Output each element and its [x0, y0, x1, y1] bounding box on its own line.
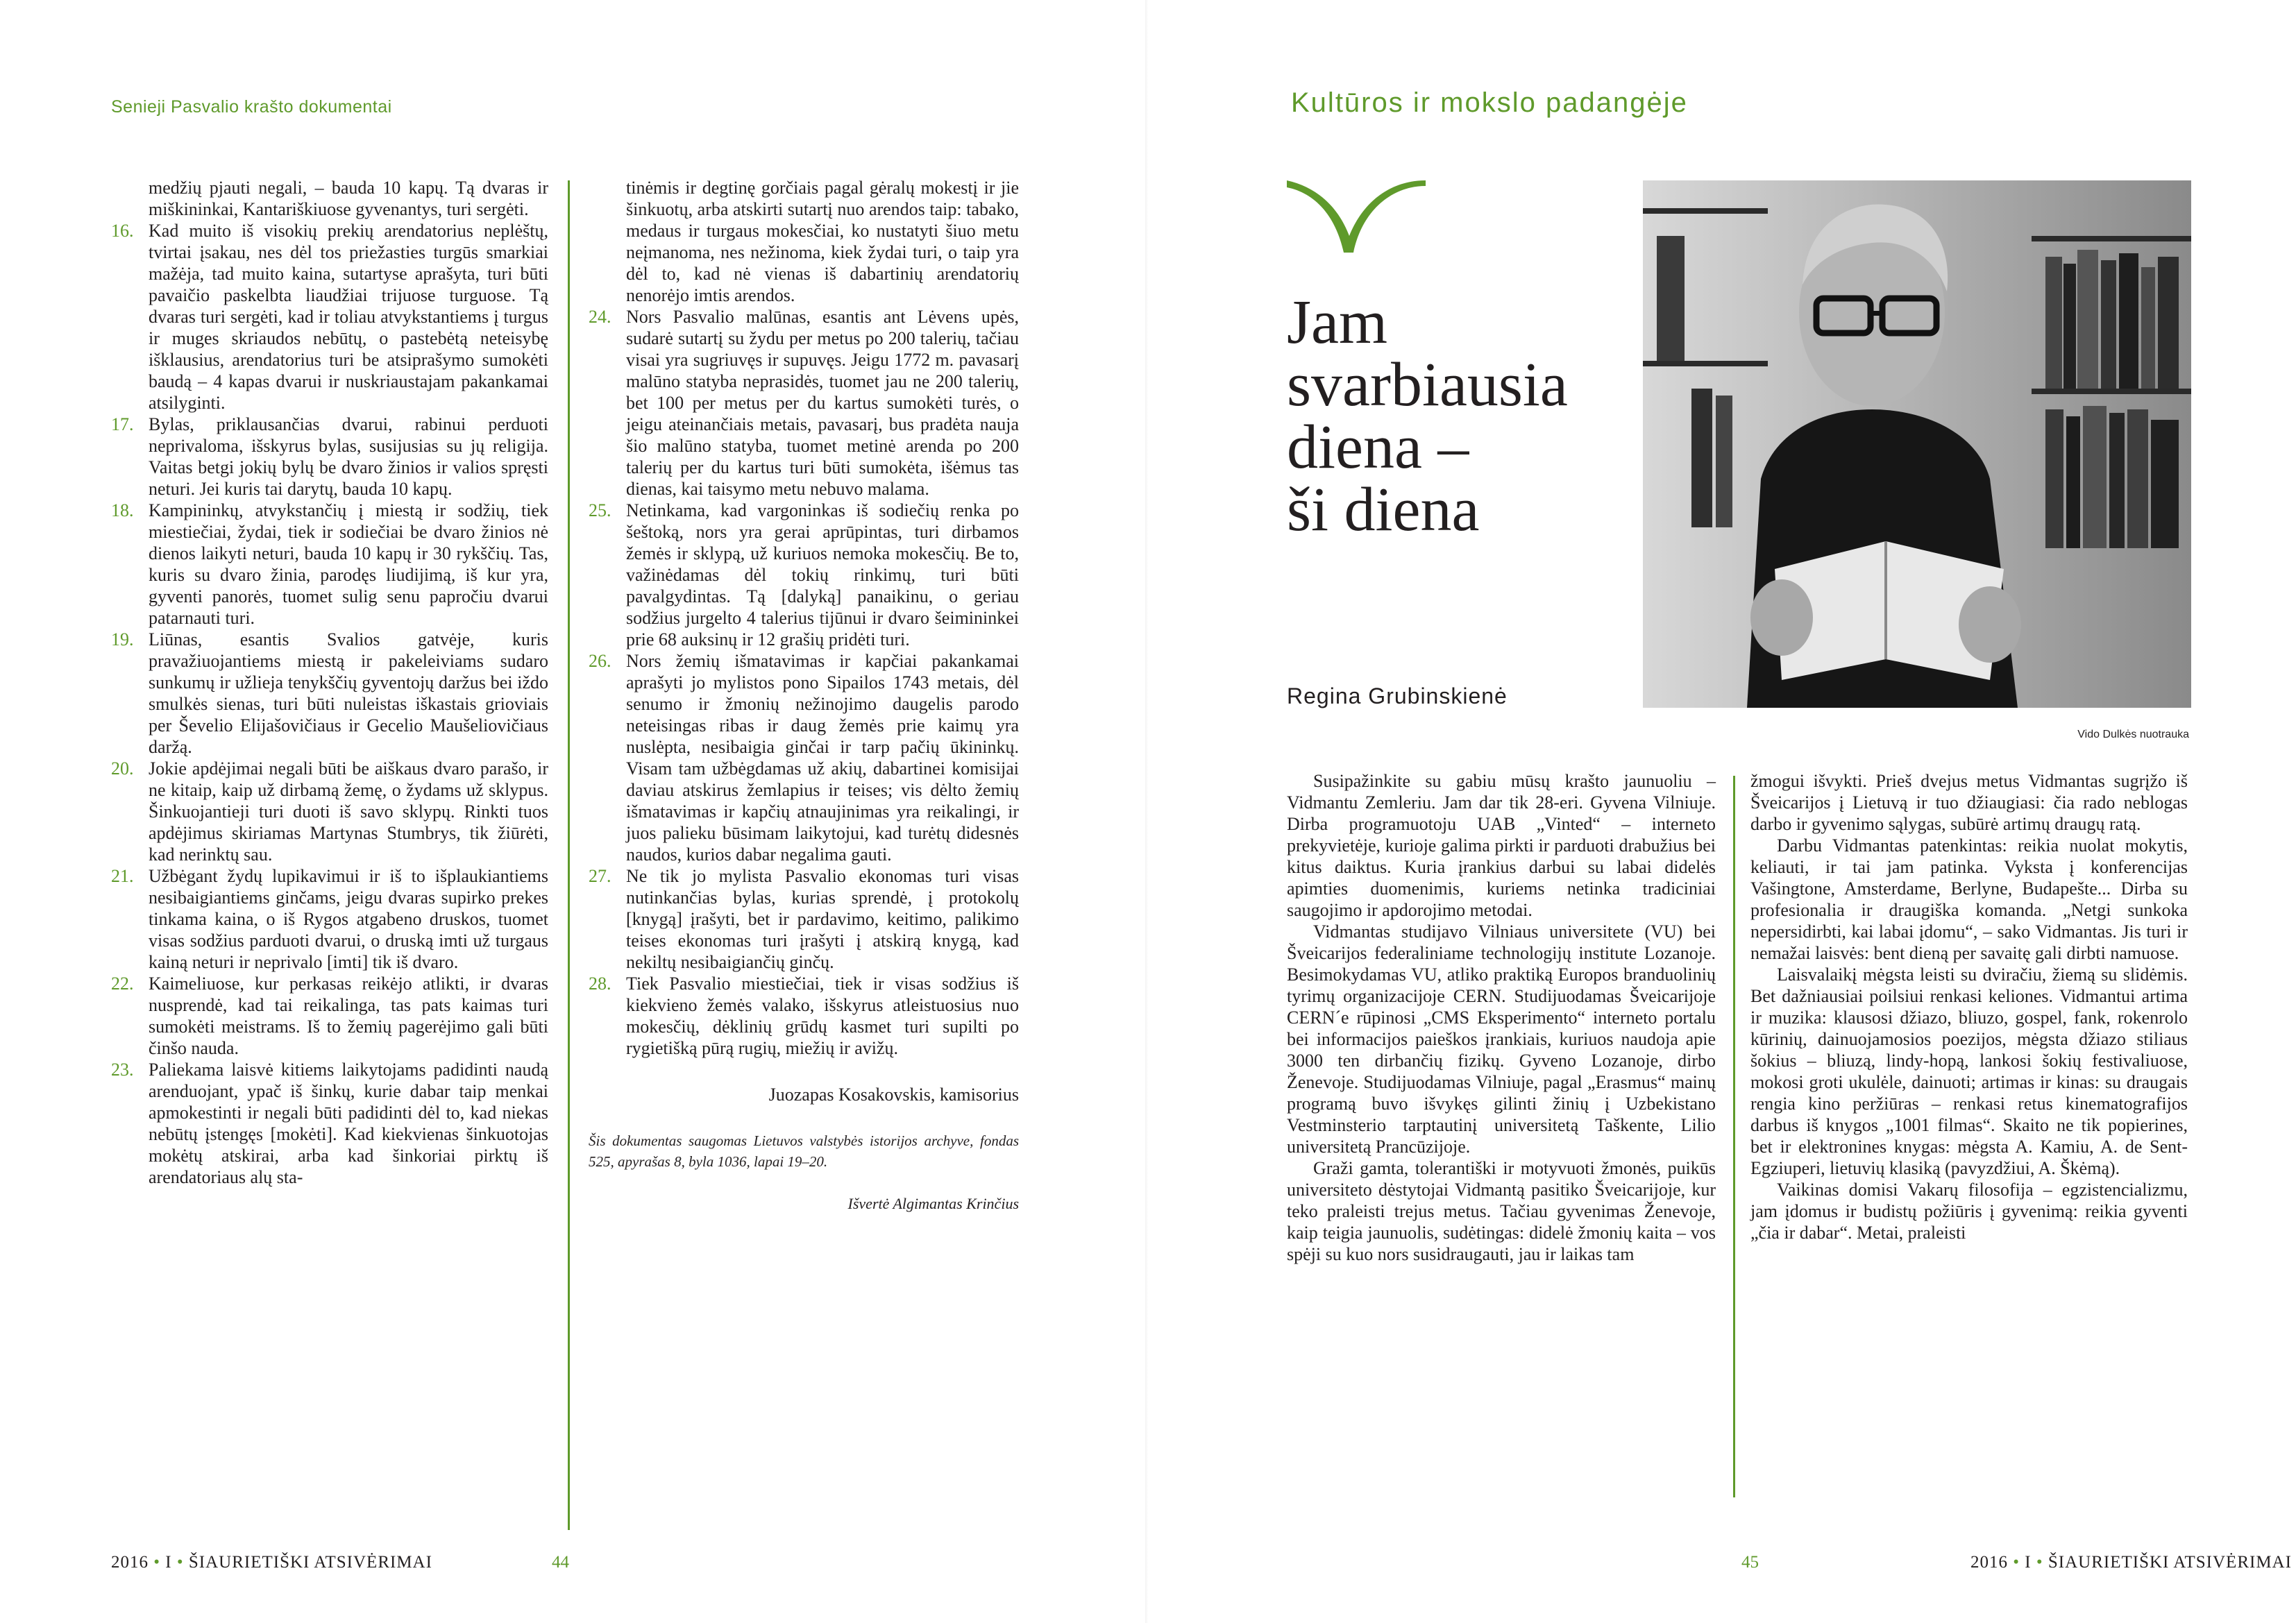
signature: Juozapas Kosakovskis, kamisorius	[768, 1085, 1019, 1105]
item-number: 18.	[111, 500, 134, 520]
footer	[111, 1553, 432, 1572]
left-column-2	[589, 177, 1019, 1214]
paragraph: Vidmantas studijavo Vilniaus universitete (VU) bei Šveicarijos federaliniame technologijų institute Lozanoje. Besimokydamas VU, atliko praktiką Europos branduolinių tyrimų organizacijoje CERN. Studijuodamas Šveicarijoje CERN´e rūpinosi „CMS Eksperimento“ interneto portalu bei informacijos paieškos įrankiais, kuriuos naudoja apie 3000 ten dirbančių fizikų. Gyveno Lozanoje, dirbo Ženevoje. Studijuodamas Vilniuje, pagal „Erasmus“ mainų programą buvo išvykęs gilinti žinių į Uzbekistano Vestminsterio tarptautinį universitetą Taškente, Lilio universitetą Prancūzijoje.	[1287, 921, 1716, 1157]
footer-roman: I	[2025, 1553, 2032, 1572]
left-column-1	[111, 177, 548, 1188]
portrait-photo	[1643, 180, 2191, 708]
list-item	[589, 865, 1019, 973]
item-number: 20.	[111, 758, 134, 779]
translator-credit: Išvertė Algimantas Krinčius	[847, 1195, 1019, 1212]
numbered-list	[111, 220, 548, 1188]
list-item	[111, 865, 548, 973]
portrait-photo-icon	[1643, 180, 2191, 708]
paragraph: Susipažinkite su gabiu mūsų krašto jaunuoliu – Vidmantu Zemleriu. Jam dar tik 28-eri. Gyvena Vilniuje. Dirba programuotoju UAB „Vinted“ – interneto prekyvietėje, kurioje galima pirkti ir parduoti drabužius bei kitus daiktus. Kuria įrankius darbui su labai didelės apimties duomenimis, kuriems netinka tradiciniai saugojimo ir apdorojimo metodai.	[1287, 771, 1716, 920]
right-column-2	[1750, 770, 2188, 1243]
page-number: 45	[1741, 1553, 1759, 1572]
chevron-ornament-icon	[1287, 180, 1426, 257]
list-item	[111, 220, 548, 414]
numbered-list	[589, 306, 1019, 1059]
item-text: Bylas, priklausančias dvarui, rabinui perduoti neprivaloma, išskyrus bylas, susijusias su jų religija. Vaitas betgi jokių bylų be dvaro žinios ir valios spręsti neturi. Jei kuris tai darytų, bauda 10 kapų.	[149, 414, 548, 499]
item-text: Netinkama, kad vargoninkas iš sodiečių renka po šeštoką, nors yra gerai aprūpintas, turi dirbamos žemės ir sklypą, už kuriuos nemoka mokesčių. Be to, važinėdamas dėl tokių rinkimų, turi būti pavalgydintas. Tą [dalyką] panaikinu, o geriau sodžius jurgelto 4 talerius tijūnui ir dvaro šeimininkei prie 68 auksinų ir 12 grašių pridėti turi.	[626, 500, 1019, 649]
item-text: Užbėgant žydų lupikavimui ir iš to išplaukiantiems nesibaigiantiems ginčams, jeigu dvaras supirko prekes tinkama kaina, o iš Rygos atgabeno druskos, tuomet visas sodžius parduoti dvarui, o druską imti už turgaus kainą neturi ir neprivalo [imti] tik iš dvaro.	[149, 866, 548, 972]
list-item	[111, 758, 548, 865]
footer-separator: •	[176, 1553, 184, 1572]
item-number: 22.	[111, 974, 134, 994]
section-title: Kultūros ir mokslo padangėje	[1291, 87, 1688, 118]
item-number: 23.	[111, 1060, 134, 1080]
paragraph: Laisvalaikį mėgsta leisti su dviračiu, žiemą su slidėmis. Bet dažniausiai poilsiui renkasi keliones. Vidmantui artima ir muzika: klausosi džiazo, bliuzo, gospel, fank, rokenrolo kūrinių, dainuojamosios poezijos, mėgsta džiazo stiliaus šokius – bliuzą, lindy-hopą, lankosi šokių festivaliuose, mokosi groti ukulėle, dainuoti; artimas ir kinas: su draugais rengia kino peržiūras – renkasi retus kinematografijos darbus iš knygos „1001 filmas“. Skaito ne tik popierines, bet ir elektronines knygas: mėgsta A. Kamiu, A. de Sent-Egziuperi, lietuvių klasiką (pavyzdžiui, A. Škėmą).	[1750, 965, 2188, 1178]
running-head: Senieji Pasvalio krašto dokumentai	[111, 97, 392, 117]
item-number: 27.	[589, 866, 611, 886]
column-divider	[1733, 776, 1735, 1497]
right-column-1	[1287, 770, 1716, 1265]
right-page	[1148, 0, 2296, 1623]
footer-separator: •	[2013, 1553, 2020, 1572]
paragraph: Darbu Vidmantas patenkintas: reikia nuolat mokytis, keliauti, ir tai jam patinka. Vyksta į konferencijas Vašingtone, Amsterdame, Berlyne, Budapešte... Dirba su profesionalia ir draugiška komanda. „Netgi sunkoka nepersidirbti, kai labai įdomu“, – sako Vidmantas. Jis turi ir nemažai laisvės: bent dieną per savaitę gali dirbti namuose.	[1750, 835, 2188, 963]
item-number: 19.	[111, 629, 134, 649]
item-number: 21.	[111, 866, 134, 886]
footer-year: 2016	[1970, 1553, 2008, 1572]
list-item	[111, 1059, 548, 1188]
title-line: svarbiausia	[1287, 350, 1568, 419]
footer	[1970, 1553, 2292, 1572]
item-text: Jokie apdėjimai negali būti be aiškaus dvaro parašo, ir ne kitaip, kaip už dirbamą žemę, o žydams už sklypus. Šinkuojantieji turi duoti iš savo sklypų. Rinkti tuos apdėjimus skiriamas Martynas Stumbrys, tik žiūrėti, kad nerinktų sau.	[149, 758, 548, 865]
item-number: 17.	[111, 414, 134, 434]
paragraph: žmogui išvykti. Prieš dvejus metus Vidmantas sugrįžo iš Šveicarijos į Lietuvą ir tuo džiaugiasi: čia rado neblogas darbo ir gyvenimo sąlygas, subūrė artimų draugų ratą.	[1750, 771, 2188, 834]
item-number: 28.	[589, 974, 611, 994]
item-text: Tiek Pasvalio miestiečiai, tiek ir visas sodžius iš kiekvieno žemės valako, išskyrus atleistuosius nuo mokesčių, dėklinių grūdų kasmet turi supilti po rygietišką pūrą rugių, miežių ir avižų.	[626, 974, 1019, 1058]
title-line: Jam	[1287, 288, 1387, 357]
footer-title: ŠIAURIETIŠKI ATSIVĖRIMAI	[2048, 1553, 2292, 1572]
title-line: diena –	[1287, 413, 1469, 482]
paragraph: Graži gamta, tolerantiški ir motyvuoti žmonės, puikūs universiteto dėstytojai Vidmantą pasitiko Šveicarijoje, kur teko praleisti trejus metus. Tačiau gyvenimas Ženevoje, kaip teigia jaunuolis, sudėtingas: didelė žmonių kaita – vos spėji su kuo nors susidraugauti, jau ir laikas tam	[1287, 1158, 1716, 1264]
item-text: Kampininkų, atvykstančių į miestą ir sodžių, tiek miestiečiai, žydai, tiek ir sodiečiai be dvaro žinios nė dienos laikyti neturi, bauda 10 kapų ir 30 rykščių. Tas, kuris su dvaro žinia, parodęs liudijimą, iš kur yra, gyventi panorės, tuomet sulig senu papročiu dvarui patarnauti turi.	[149, 500, 548, 628]
item-text: Kad muito iš visokių prekių arendatorius neplėštų, tvirtai įsakau, nes dėl tos priežasties turgūs smarkiai mažėja, tad muito kaina, sutartyse aprašyta, turi būti pavaičio paskelbta liaudžiai trijuose turguose. Tą dvaras turi sergėti, kad ir toliau atvykstantiems į turgus ir muges skriaudos nebūtų, o pastebėtą neteisybę išklausius, arendatorius turi be atsiprašymo sumokėti baudą – 4 kapas dvarui ir nuskriaustajam pakankamai atsilyginti.	[149, 221, 548, 413]
page-number: 44	[552, 1553, 569, 1572]
list-item	[589, 650, 1019, 865]
item-text: Liūnas, esantis Svalios gatvėje, kuris pravažiuojantiems miestą ir pakeleiviams sudaro sunkumų ir užlieja tenykščių gyventojų daržus bei iždo smulkės sienas, turi būti nuleistas iškastais grioviais per Ševelio Elijašovičiaus ir Gecelio Maušeliovičiaus daržą.	[149, 629, 548, 757]
photo-credit: Vido Dulkės nuotrauka	[2077, 729, 2189, 740]
list-item	[111, 500, 548, 629]
item-text: Paliekama laisvė kitiems laikytojams padidinti naudą arenduojant, ypač iš šinkų, kurie dabar taip menkai apmokestinti ir negali būti padidinti dėl to, kad niekas nebūtų įstengęs [mokėti]. Kad kiekvienas šinkuotojas mokėtų atskirai, arba kad šinkoriai pirktų iš arendatoriaus alų sta-	[149, 1060, 548, 1187]
source-note: Šis dokumentas saugomas Lietuvos valstybės istorijos archyve, fondas 525, apyrašas 8, byla 1036, lapai 19–20.	[589, 1132, 1019, 1170]
item-text: Nors Pasvalio malūnas, esantis ant Lėvens upės, sudarė sutartį su žydu per metus po 200 talerių, tačiau visai yra sugriuvęs ir supuvęs. Jeigu 1772 m. pavasarį malūno statyba neprasidės, tuomet jau ne 200 talerių, bet 100 per metus per du kartus sumokėti turės, o jeigu ateinančiais metais, pavasarį, bus pradėta nauja šio malūno statyba, tuomet metinė arenda po 200 talerių per du kartus turi būti sumokėta, išėmus tas dienas, kai taisymo metu nebuvo malama.	[626, 307, 1019, 499]
item-number: 16.	[111, 221, 134, 241]
footer-title: ŠIAURIETIŠKI ATSIVĖRIMAI	[188, 1553, 432, 1572]
list-item	[111, 629, 548, 758]
item-text: Kaimeliuose, kur perkasas reikėjo atlikti, ir dvaras nusprendė, kad tai reikalinga, tas pats kaimas turi sumokėti meistrams. Iš to žemių pagerėjimo gali būti činšo nauda.	[149, 974, 548, 1058]
footer-separator: •	[153, 1553, 161, 1572]
footer-year: 2016	[111, 1553, 149, 1572]
author-name: Regina Grubinskienė	[1287, 683, 1508, 708]
list-item	[589, 500, 1019, 650]
footer-separator: •	[2036, 1553, 2043, 1572]
item-number: 25.	[589, 500, 611, 520]
item-text: Nors žemių išmatavimas ir kapčiai pakankamai aprašyti jo mylistos pono Sipailos 1743 metais, dėl senumo ir žmonių nežinojimo daugelis parodo neteisingas ribas ir daug žemės prie kaimų yra nuslėpta, nesibaigia ginčai ir tarp pačių ūkininkų. Visam tam užbėgdamas už akių, dabartinei komisijai daviau atskirus žemlapius ir teises; vis dėlto žemių išmatavimas ir kapčių atnaujinimas yra reikalingi, ir juos palieku būsimam laikytojui, kad turėtų didesnės naudos, kurios dabar negalima gauti.	[626, 651, 1019, 865]
list-item	[111, 973, 548, 1059]
column-intro: tinėmis ir degtinę gorčiais pagal gėralų mokestį ir jie šinkuotų, arba atskirti sutartį nuo arendos taip: tabako, medaus ir turgaus mokesčiai, ko nustatyti šiuo metu neįmanoma, nes nežinoma, kiek žydai turi, o taip yra dėl to, kad nė vienas iš dabartinių arendatorių nenorėjo imtis arendos.	[626, 178, 1019, 305]
item-text: Ne tik jo mylista Pasvalio ekonomas turi visas nutinkančias bylas, kurias sprendė, į protokolų [knygą] įrašyti, bet ir pardavimo, keitimo, palikimo teises ekonomas turi įrašyti į atskirą knygą, kad nekiltų nesibaigiančių ginčų.	[626, 866, 1019, 972]
item-number: 26.	[589, 651, 611, 671]
list-item	[589, 973, 1019, 1059]
title-line: ši diena	[1287, 475, 1480, 544]
column-intro: medžių pjauti negali, – bauda 10 kapų. Tą dvaras ir miškininkai, Kantariškiuose gyvenantys, turi sergėti.	[149, 178, 548, 219]
paragraph: Vaikinas domisi Vakarų filosofija – egzistencializmu, jam įdomus ir budistų požiūris į gyvenimą: reikia gyventi „čia ir dabar“. Metai, praleisti	[1750, 1180, 2188, 1243]
column-divider	[568, 180, 570, 1530]
article-title	[1287, 288, 1568, 544]
footer-roman: I	[165, 1553, 172, 1572]
item-number: 24.	[589, 307, 611, 327]
list-item	[111, 414, 548, 500]
list-item	[589, 306, 1019, 500]
